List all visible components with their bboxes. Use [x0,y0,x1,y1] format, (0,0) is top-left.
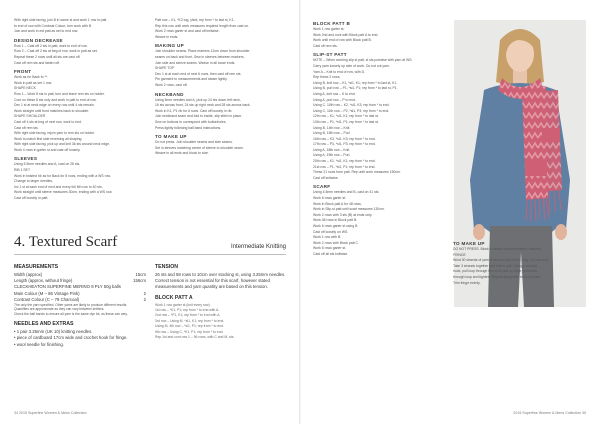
text-line: With right side facing, pick up and knit 36 sts around neck edge. [14,142,110,147]
text-line: DO NOT PRESS. Block to stated measurements if desired. [453,247,542,251]
text-line: Join neckband seam and fold to inside, slip stitch in place. [155,114,243,119]
text-line: Work in Block patt A for 48 rows. [313,201,362,206]
text-line: Cast off rem sts and fasten off. [14,60,61,65]
text-line: Row 1 – Work 8 sts in patt, turn and leave rem sts on holder. [14,91,105,96]
section-heading: SCARF [313,184,331,190]
measurement-label: Length (approx, without fringe) [14,278,73,284]
text-line: With right side facing, rejoin yarn to rem sts on holder. [14,131,95,136]
text-line: Work as for Back to **. [14,75,49,80]
text-line: Weave in all ends and block to size. [155,151,209,156]
tension-section [155,262,287,340]
text-block [14,44,147,66]
text-block [453,247,585,286]
text-block [155,98,293,132]
text-line: Work 6 rows garter st using B. [313,224,359,228]
text-line: Work in patt as set 1 row. [14,80,53,85]
text-line: Work until end of row with Block patt B. [313,38,372,43]
block-line: 3rd row – Using M, *sl1, K1; rep from * to end. [155,318,225,323]
text-line: Work 2 rows garter st and cast off knitwise. [155,29,220,34]
block-line: 2nd row – *P1, K1; rep from * to end with A. [155,313,221,318]
section-heading: SLEEVES [14,156,38,162]
needle-item: • wool needle for finishing. [14,341,64,347]
text-line: to end of row with Contrast Colour, turn work with B [14,23,92,28]
text-line: SHAPE SHOULDER [14,114,46,119]
text-line: Dec 1 st at neck edge on every row until 4 sts remain. [14,103,95,108]
text-line: FRINGE [453,252,466,257]
section-heading: DESIGN DECREASE [14,37,63,43]
block-line: 1st row – *K1, P1; rep from * to end with A. [155,308,220,313]
text-line: Carry yarn loosely up side of work. Do not cut yarn. [313,63,390,68]
text-line: Using 4.5mm needles and B, cast on 41 sts. [313,190,380,195]
text-line: Repeat these 2 rows until all sts are cast off. [14,54,81,59]
measurements-heading: MEASUREMENTS [14,264,59,270]
section-heading: BLOCK PATT B [313,21,351,26]
text-line: Cast off 4 sts at beg of next row, work to end. [14,119,82,124]
block-line: 5th row – Using C, *K1, P1; rep from * to end. [155,329,224,334]
block-patt-heading: BLOCK PATT A [155,294,193,301]
text-line: Yarn A – Knit to end of row, with D. [313,69,365,74]
text-block [155,140,293,157]
measurement-label: Width (approx) [14,272,43,277]
text-line: Join shoulder seams. Place markers 12cm down from shoulder [155,49,250,54]
text-line: Take 3 strands together and fold in half. Using a crochet [453,263,537,268]
text-block [313,27,447,49]
text-line: Using C, 11th row – P2, *sl1, P3; rep from * to end. [313,108,390,113]
text-line: Work 6 rows garter st. [313,196,347,201]
text-line: Work 1 row with B. [313,235,342,240]
footer-right: 2015 Superfine Women & Mens Collection 35 [513,411,586,415]
pattern-title-block [14,234,286,255]
text-line: Work in K1, P1 rib for 6 rows. Cast off loosely in rib. [155,108,233,113]
colour-quantity: 2 [143,296,146,302]
section-heading: SLIP-ST PATT [313,52,347,58]
text-line: Using A, 18th row – Knit. [313,147,351,152]
text-line: Change to larger needles. [14,179,54,184]
text-line: hook, pull loop through first st at cast on edge, pull ends [453,269,537,274]
text-line: Row 1 – Cast off 2 sts in patt, work to end of row. [14,43,88,48]
text-line: Using B, 14th row – Knit. [313,125,351,130]
text-line: Set in sleeves matching centre of sleeve to shoulder seam. [155,145,244,150]
text-line: Row 2 – Cast off 2 sts at beg of row, work in patt as set. [14,49,98,54]
section-heading: TO MAKE UP [453,241,485,246]
text-line: Using 5mm needles and A, pick up 24 sts down left neck, [155,97,241,102]
text-line: Wind 30 strands of yarn B around card 25cm long. Cut one end. [453,258,549,263]
colour-label: Main Colour (M – 86 Vintage Pink) [14,290,80,296]
column-to-make-up [453,238,585,286]
text-block [14,75,147,153]
text-line: through loop and tighten. Repeat along both ends of scarf. [453,274,541,279]
column-right-instructions [313,18,447,258]
text-line: Work 2nd and cont with Block patt A to end. [313,32,379,37]
needle-item: • 1 pair 3.25mm (UK 10) knitting needles. [14,329,93,335]
tension-line: Correct tension is not essential for this scarf, however stated [155,278,270,284]
text-line: Inc 1 st at each end of next and every foll 6th row to 40 sts. [14,184,103,189]
text-line: With right side facing, join B in same st and work 1 row in patt [14,18,107,22]
text-line: Work in Slip-st patt until scarf measures 130cm. [313,207,385,212]
text-block [14,18,147,35]
text-line: Work 48 rows in Block patt B. [313,218,358,223]
text-line: Using A, knit row – K to end. [313,91,356,96]
yarn-note: Quantities are approximate as they can vary between knitters. [14,307,105,312]
tension-line: 26 sts and 58 rows to 10cm over stocking st, using 3.25mm needles. [155,272,286,277]
text-line: Cast off loosely in patt. [14,196,49,201]
block-line: Using M, 4th row – *sl1, P1; rep from * to end. [155,324,224,329]
difficulty-level: Intermediate Knitting [230,244,286,250]
yarn-heading: CLECKHEATON SUPERFINE MERINO 8 PLY 50g balls [14,284,121,290]
section-heading: MAKING UP [155,43,184,49]
text-line: Work 1 row garter st. [313,27,345,31]
text-block [313,190,447,257]
text-line: seams on back and front. Sew in sleeves between markers. [155,54,245,59]
text-line: Work straight until sleeve measures 30cm, ending with a WS row. [14,190,113,195]
block-line: Rep 1st and cont row 1 – 96 rows, with C and M, sts. [155,335,235,340]
text-line: Work to match first side reversing all shaping. [14,136,83,141]
text-line: Pin garment to measurements and steam lightly. [155,77,228,82]
text-line: Cast off knitwise. [313,175,339,180]
needle-item: • piece of cardboard 17cm wide and crochet hook for fringe. [14,335,128,341]
text-line: 16 sts across front, 24 sts up right neck and 28 sts across back. [155,103,251,108]
text-line: 16th row – K3, *sl1, K3; rep from * to end. [313,136,376,141]
measurement-value: 156cm [133,278,146,284]
text-line: Work 4 rows in garter st and cast off loosely. [14,147,81,152]
text-line: Join and work in est patt as set to end row. [14,29,79,34]
text-line: 13th row – P1, *sl1, P1; rep from * to last st. [313,119,379,124]
page-gutter [299,0,301,424]
text-line: Using B, 15th row – Purl. [313,131,351,136]
tension-heading: TENSION [155,264,179,270]
text-line: Sew on buttons to correspond with buttonholes. [155,119,227,124]
block-line: Work 1 row garter st (knit every row). [155,302,211,307]
section-heading: TO MAKE UP [155,134,187,140]
section-heading: NECKBAND [155,91,184,97]
text-line: 17th row – P3, *sl1, P3; rep from * to end. [313,142,376,147]
text-line: Work straight until front matches back to shoulder. [14,108,90,113]
text-line: Press lightly following ball band instructions. [155,125,222,130]
text-line: SHAPE TOP [155,66,175,71]
text-line: Work 6 rows garter st. [313,246,347,251]
text-line: Trim fringe evenly. [453,280,481,285]
text-line: Using B, purl row – P1, *sl1, P1; rep from * to last st, P1. [313,86,398,91]
text-line: Using C, 10th row – K2, *sl1, K3; rep from * to end. [313,103,390,108]
text-line: Cast off all sts knitwise. [313,251,349,256]
text-line: Do not press. Join shoulder seams and side seams. [155,140,233,145]
text-block [14,162,147,201]
colour-label: Contrast Colour (C – 78 Charcoal) [14,296,80,302]
text-line: Using A, 19th row – Purl. [313,153,351,158]
text-line: Work 2 rows, cast off. [155,82,188,87]
text-line: Patt row – K1, *K2 tog, yfwd, rep from * to last st, K1. [155,18,235,22]
colour-quantity: 2 [143,290,146,296]
needles-heading: NEEDLES AND EXTRAS [14,321,74,328]
text-line: Weave in ends. [155,34,179,39]
text-line: Work 2 rows with Block patt C. [313,240,359,245]
measurements-section [14,262,146,348]
text-block [155,18,293,40]
text-line: Join side and sleeve seams. Weave in all loose ends. [155,60,236,65]
text-line: Cont on these 8 sts only and work in patt to end of row. [14,97,97,102]
text-line: Using 5.5mm needles and A, cast on 28 sts. [14,162,81,167]
text-line: Cast off rem sts. [14,125,39,130]
tension-line: measurements and yarn quantity are based on this tension. [155,284,268,290]
text-line: Rep these 2 rows. [313,75,341,80]
footer-left: 34 2015 Superfine Women & Mens Collection [14,411,87,415]
text-line: Dec 1 st at each end of next 6 rows, then cast off rem sts. [155,71,242,76]
text-line: Using A, purl row – P to end. [313,97,356,102]
text-block [155,49,293,88]
column-middle-instructions [155,18,293,157]
text-line: 12th row – K1, *sl1, K1; rep from * to last st. [313,114,379,119]
text-line: These 21 rows form patt. Rep until work measures 150cm. [313,170,401,175]
yarn-note: The only the yarn specified. Other yarns are likely to produce different results. [14,303,128,308]
text-line: Work 2 rows with 3 sts (B) at ends only. [313,212,373,217]
pattern-title: 4. Textured Scarf [14,234,118,250]
text-line: NOTE – When working slip st patt, sl sts purlwise with yarn at WS. [313,58,413,63]
text-line: Work in twisted rib as for Back for 8 rows, ending with a WS row. [14,173,111,178]
section-heading: FRONT [14,69,32,75]
text-line: Rep this row until work measures required length from cast on. [155,23,250,28]
text-line: RIB 1 SET [14,168,31,173]
text-block [313,58,447,181]
measurement-value: 15cm [135,272,146,277]
text-line: 21st row – P1, *sl1, P1; rep from * to end. [313,164,376,169]
text-line: Cast off loosely on WS. [313,229,349,234]
text-line: Cast off rem sts. [313,43,338,48]
text-line: Using B, knit row – K1, *sl1, K1; rep from * to last st, K1. [313,80,398,85]
yarn-note: Check the ball bands to ensure all yarn is the same dye lot, as these can vary. [14,311,128,316]
column-left-instructions [14,18,147,202]
text-line: SHAPE NECK [14,86,36,91]
text-line: 20th row – K1, *sl1, K1; rep from * to end. [313,159,376,164]
